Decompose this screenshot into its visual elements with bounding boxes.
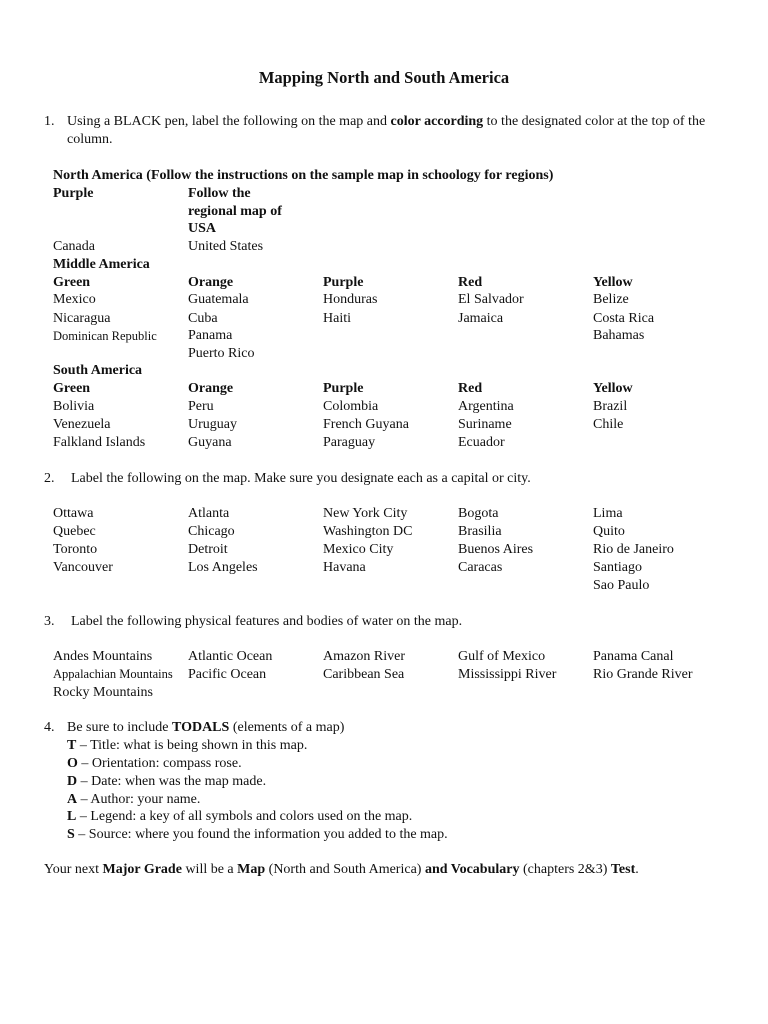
column-header: Follow the <box>188 186 251 201</box>
city-label: Brasilia <box>458 524 502 539</box>
city-label: Bogota <box>458 506 499 521</box>
instruction-number: 4. <box>44 720 55 735</box>
country-label: Jamaica <box>458 311 504 326</box>
city-label: Ottawa <box>53 506 94 521</box>
country-label: Honduras <box>323 292 378 307</box>
feature-label: Andes Mountains <box>53 649 153 664</box>
column-header: Orange <box>188 381 234 396</box>
city-label: Sao Paulo <box>593 578 650 593</box>
city-label: Caracas <box>458 560 503 575</box>
column-header: Green <box>53 381 91 396</box>
country-label: Venezuela <box>53 417 111 432</box>
country-label: Colombia <box>323 399 379 414</box>
feature-label: Panama Canal <box>593 649 674 664</box>
feature-label: Appalachian Mountains <box>53 667 173 681</box>
country-label: Bolivia <box>53 399 95 414</box>
country-label: Falkland Islands <box>53 435 146 450</box>
column-header: Purple <box>323 275 364 290</box>
country-label: Puerto Rico <box>188 346 255 361</box>
page-title: Mapping North and South America <box>258 68 510 87</box>
todal-author-line: A – Author: your name. <box>67 792 201 807</box>
country-label: Suriname <box>458 417 512 432</box>
city-label: Santiago <box>593 560 642 575</box>
country-label: Haiti <box>323 311 351 326</box>
city-label: Detroit <box>188 542 228 557</box>
feature-label: Atlantic Ocean <box>188 649 273 664</box>
country-label: Nicaragua <box>53 311 111 326</box>
country-label: Costa Rica <box>593 311 655 326</box>
column-header: Red <box>458 275 483 290</box>
country-label: Uruguay <box>188 417 237 432</box>
country-label: Belize <box>593 292 629 307</box>
feature-label: Rio Grande River <box>593 667 693 682</box>
country-label: Panama <box>188 328 233 343</box>
city-label: Lima <box>593 506 623 521</box>
column-header: USA <box>188 221 217 236</box>
instruction-text: Label the following physical features and bodies of water on the map. <box>71 614 463 629</box>
column-header: Orange <box>188 275 234 290</box>
country-label: Peru <box>188 399 214 414</box>
instruction-text: Be sure to include TODALS (elements of a map) <box>67 720 345 735</box>
city-label: Atlanta <box>188 506 230 521</box>
city-label: Toronto <box>53 542 98 557</box>
country-label: Guatemala <box>188 292 249 307</box>
todal-legend-line: L – Legend: a key of all symbols and colors used on the map. <box>67 809 413 824</box>
country-label: Ecuador <box>458 435 505 450</box>
instruction-number: 3. <box>44 614 55 629</box>
city-label: Buenos Aires <box>458 542 534 557</box>
feature-label: Caribbean Sea <box>323 667 405 682</box>
city-label: Mexico City <box>323 542 394 557</box>
city-label: Havana <box>323 560 366 575</box>
north-america-heading: North America (Follow the instructions on the sample map in schoology for regions) <box>53 168 554 183</box>
city-label: Rio de Janeiro <box>593 542 674 557</box>
city-label: Chicago <box>188 524 235 539</box>
column-header: Yellow <box>593 381 633 396</box>
country-label: Bahamas <box>593 328 645 343</box>
country-label: Argentina <box>458 399 514 414</box>
feature-label: Mississippi River <box>458 667 557 682</box>
feature-label: Gulf of Mexico <box>458 649 546 664</box>
instruction-number: 2. <box>44 471 55 486</box>
country-label: Paraguay <box>323 435 376 450</box>
closing-note: Your next Major Grade will be a Map (North and South America) and Vocabulary (chapters 2&3) Test. <box>44 862 639 877</box>
middle-america-heading: Middle America <box>53 257 150 272</box>
city-label: New York City <box>323 506 408 521</box>
instruction-text: Using a BLACK pen, label the following on the map and color according to the designated color at the top of the column. <box>67 114 706 147</box>
feature-label: Amazon River <box>323 649 406 664</box>
column-header: Green <box>53 275 91 290</box>
country-label: Chile <box>593 417 624 432</box>
feature-label: Pacific Ocean <box>188 667 267 682</box>
city-label: Washington DC <box>323 524 413 539</box>
column-header: Purple <box>53 186 94 201</box>
city-label: Quito <box>593 524 625 539</box>
column-header: Yellow <box>593 275 633 290</box>
column-header: Red <box>458 381 483 396</box>
country-label: Guyana <box>188 435 232 450</box>
country-label: French Guyana <box>323 417 409 432</box>
city-label: Los Angeles <box>188 560 258 575</box>
city-label: Quebec <box>53 524 96 539</box>
todal-source-line: S – Source: where you found the information you added to the map. <box>67 827 448 842</box>
south-america-heading: South America <box>53 363 143 378</box>
todal-title-line: T – Title: what is being shown in this map. <box>67 738 308 753</box>
feature-label: Rocky Mountains <box>53 685 153 700</box>
column-header: Purple <box>323 381 364 396</box>
todal-orientation-line: O – Orientation: compass rose. <box>67 756 242 771</box>
city-label: Vancouver <box>53 560 113 575</box>
country-label: El Salvador <box>458 292 524 307</box>
country-label: Dominican Republic <box>53 329 157 343</box>
country-label: Cuba <box>188 311 218 326</box>
country-label: Brazil <box>593 399 628 414</box>
country-label: United States <box>188 239 264 254</box>
instruction-text: Label the following on the map. Make sure you designate each as a capital or city. <box>71 471 531 486</box>
todal-date-line: D – Date: when was the map made. <box>67 774 267 789</box>
column-header: regional map of <box>188 204 282 219</box>
country-label: Mexico <box>53 292 96 307</box>
country-label: Canada <box>53 239 95 254</box>
instruction-number: 1. <box>44 114 55 129</box>
